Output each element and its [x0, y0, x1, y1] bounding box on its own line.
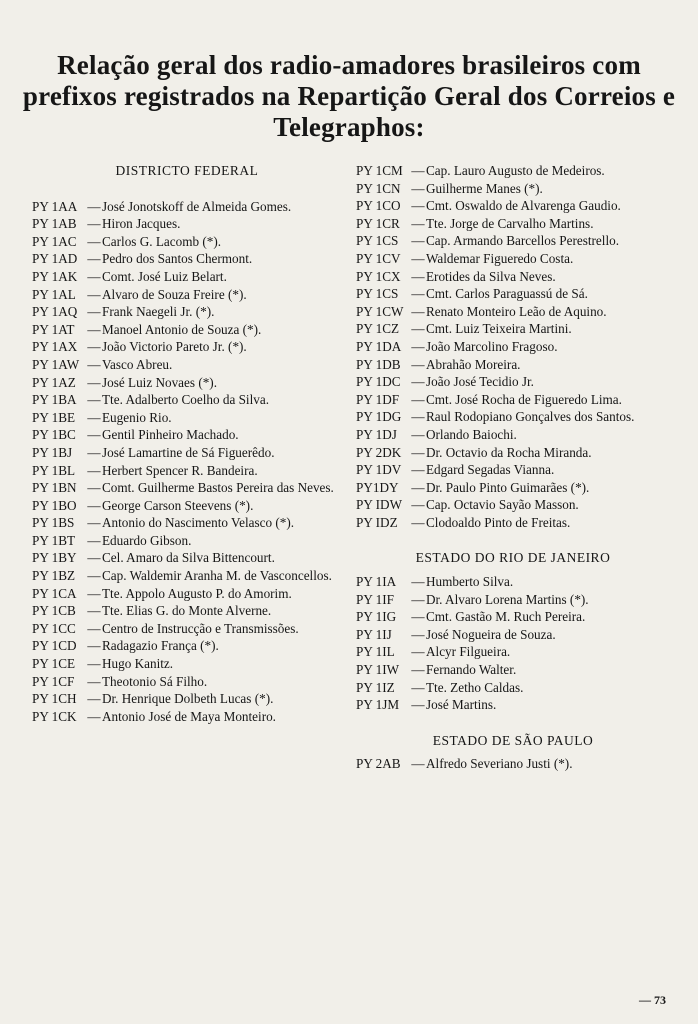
em-dash: —	[87, 392, 101, 408]
callsign-entry	[356, 356, 670, 374]
callsign-entry	[356, 285, 670, 303]
em-dash: —	[87, 708, 101, 724]
callsign-entry	[356, 444, 670, 462]
operator-name: José Nogueira de Souza.	[426, 626, 556, 642]
callsign-code: PY 1CK	[32, 708, 77, 724]
operator-name: Cmt. Carlos Paraguassú de Sá.	[426, 286, 588, 302]
operator-name: Gentil Pinheiro Machado.	[102, 427, 239, 443]
callsign-code: PY 1CS	[356, 286, 399, 302]
em-dash: —	[411, 644, 425, 660]
operator-name: João Marcolino Fragoso.	[426, 338, 558, 354]
em-dash: —	[87, 268, 101, 284]
operator-name: José Luiz Novaes (*).	[102, 374, 217, 390]
em-dash: —	[411, 338, 425, 354]
callsign-entry	[32, 549, 342, 567]
operator-name: Tte. Appolo Augusto P. do Amorim.	[102, 585, 292, 601]
callsign-entry	[356, 215, 670, 233]
callsign-code: PY 1BO	[32, 497, 77, 513]
em-dash: —	[411, 268, 425, 284]
operator-name: Cmt. Luiz Teixeira Martini.	[426, 321, 572, 337]
callsign-code: PY 1DF	[356, 391, 400, 407]
callsign-code: PY 1BJ	[32, 444, 73, 460]
callsign-entry	[356, 496, 670, 514]
callsign-entry	[356, 479, 670, 497]
em-dash: —	[87, 216, 101, 232]
callsign-code: PY 1CB	[32, 603, 76, 619]
operator-name: Abrahão Moreira.	[426, 356, 521, 372]
operator-name: Edgard Segadas Vianna.	[426, 462, 555, 478]
em-dash: —	[411, 321, 425, 337]
em-dash: —	[411, 662, 425, 678]
operator-name: Orlando Baiochi.	[426, 426, 517, 442]
operator-name: Hugo Kanitz.	[102, 656, 174, 672]
callsign-entry	[32, 374, 342, 392]
callsign-code: PY 1IJ	[356, 626, 392, 642]
em-dash: —	[87, 444, 101, 460]
callsign-code: PY 1IZ	[356, 679, 395, 695]
callsign-entry	[32, 462, 342, 480]
callsign-code: PY 1CR	[356, 215, 400, 231]
callsign-entry	[32, 426, 342, 444]
callsign-code: PY 1AB	[32, 216, 77, 232]
operator-name: Tte. Zetho Caldas.	[426, 679, 524, 695]
callsign-code: PY 1CD	[32, 638, 77, 654]
em-dash: —	[87, 480, 101, 496]
callsign-entry	[32, 356, 342, 374]
operator-name: Cap. Lauro Augusto de Medeiros.	[426, 163, 605, 178]
callsign-entry	[356, 373, 670, 391]
em-dash: —	[411, 479, 425, 495]
operator-name: Humberto Silva.	[426, 574, 514, 590]
em-dash: —	[411, 374, 425, 390]
callsign-entry	[356, 408, 670, 426]
right-column	[356, 162, 670, 773]
em-dash: —	[87, 532, 101, 548]
callsign-code: PY 1CW	[356, 303, 404, 319]
callsign-code: PY 1CS	[356, 233, 399, 249]
operator-name: Renato Monteiro Leão de Aquino.	[426, 303, 607, 319]
callsign-entry	[32, 620, 342, 638]
callsign-entry	[356, 643, 670, 661]
callsign-entry	[32, 637, 342, 655]
callsign-code: PY 1CZ	[356, 321, 400, 337]
em-dash: —	[87, 356, 101, 372]
callsign-entry	[32, 479, 342, 497]
callsign-entry	[32, 233, 342, 251]
em-dash: —	[411, 409, 425, 425]
callsign-code: PY 1BZ	[32, 568, 76, 584]
operator-name: José Lamartine de Sá Figuerêdo.	[102, 444, 275, 460]
callsign-code: PY 1AX	[32, 339, 78, 355]
em-dash: —	[87, 603, 101, 619]
em-dash: —	[411, 679, 425, 695]
operator-name: Cmt. Gastão M. Ruch Pereira.	[426, 609, 586, 625]
callsign-entry	[356, 197, 670, 215]
em-dash: —	[411, 391, 425, 407]
callsign-code: PY1DY	[356, 479, 399, 495]
callsign-code: PY 1BL	[32, 462, 76, 478]
callsign-entry	[32, 198, 342, 216]
operator-name: Hiron Jacques.	[102, 216, 181, 232]
operator-name: Dr. Henrique Dolbeth Lucas (*).	[102, 691, 274, 707]
operator-name: Cap. Octavio Sayão Masson.	[426, 497, 579, 513]
section-heading-rio-de-janeiro: ESTADO DO RIO DE JANEIRO	[415, 550, 611, 566]
operator-name: Herbert Spencer R. Bandeira.	[102, 462, 258, 478]
operator-name: Pedro dos Santos Chermont.	[102, 251, 253, 267]
em-dash: —	[87, 638, 101, 654]
operator-name: Theotonio Sá Filho.	[102, 673, 208, 689]
em-dash: —	[411, 233, 425, 249]
callsign-entry	[32, 690, 342, 708]
callsign-code: PY 1AK	[32, 268, 78, 284]
em-dash: —	[411, 444, 425, 460]
em-dash: —	[411, 626, 425, 642]
callsign-entry	[356, 608, 670, 626]
callsign-entry	[356, 391, 670, 409]
operator-name: Comt. José Luiz Belart.	[102, 268, 227, 284]
callsign-entry	[32, 303, 342, 321]
callsign-code: PY 1CF	[32, 673, 75, 689]
operator-name: Vasco Abreu.	[102, 356, 173, 372]
em-dash: —	[87, 409, 101, 425]
callsign-code: PY 1BC	[32, 427, 76, 443]
callsign-code: PY 1CN	[356, 180, 401, 196]
callsign-code: PY 1CA	[32, 585, 77, 601]
em-dash: —	[87, 286, 101, 302]
em-dash: —	[87, 568, 101, 584]
callsign-code: PY 1IW	[356, 662, 400, 678]
callsign-entry	[356, 461, 670, 479]
operator-name: Eduardo Gibson.	[102, 532, 192, 548]
operator-name: Fernando Walter.	[426, 662, 517, 678]
em-dash: —	[411, 426, 425, 442]
callsign-code: PY 1AL	[32, 286, 76, 302]
em-dash: —	[87, 585, 101, 601]
callsign-entry	[32, 708, 342, 726]
callsign-code: PY 2AB	[356, 756, 401, 772]
operator-name: Alvaro de Souza Freire (*).	[102, 286, 247, 302]
operator-name: Dr. Alvaro Lorena Martins (*).	[426, 591, 589, 607]
operator-name: Frank Naegeli Jr. (*).	[102, 304, 215, 320]
em-dash: —	[87, 304, 101, 320]
callsign-code: PY IDW	[356, 497, 403, 513]
em-dash: —	[411, 303, 425, 319]
callsign-code: PY 1CC	[32, 620, 76, 636]
operator-name: José Jonotskoff de Almeida Gomes.	[102, 198, 292, 214]
operator-name: Antonio do Nascimento Velasco (*).	[102, 515, 295, 531]
em-dash: —	[87, 620, 101, 636]
callsign-entry	[356, 232, 670, 250]
callsign-code: PY 1AZ	[32, 374, 76, 390]
em-dash: —	[411, 356, 425, 372]
em-dash: —	[87, 233, 101, 249]
callsign-code: PY 1DG	[356, 409, 402, 425]
em-dash: —	[411, 286, 425, 302]
callsign-entry	[356, 679, 670, 697]
callsign-code: PY 1CV	[356, 250, 401, 266]
operator-name: George Carson Steevens (*).	[102, 497, 254, 513]
callsign-code: PY 1AT	[32, 321, 75, 337]
callsign-entry	[356, 320, 670, 338]
callsign-code: PY 1DV	[356, 462, 402, 478]
callsign-code: PY 1IL	[356, 644, 395, 660]
section-heading-districto-federal: DISTRICTO FEDERAL	[115, 163, 259, 178]
callsign-code: PY 1IF	[356, 591, 394, 607]
callsign-code: PY 1BT	[32, 532, 76, 548]
entry-list-sao-paulo	[356, 755, 670, 773]
em-dash: —	[411, 497, 425, 513]
em-dash: —	[411, 250, 425, 266]
callsign-code: PY 1BY	[32, 550, 77, 566]
callsign-entry	[356, 250, 670, 268]
callsign-code: PY 1CE	[32, 656, 76, 672]
callsign-code: PY 1BS	[32, 515, 75, 531]
callsign-code: PY 1AQ	[32, 304, 78, 320]
callsign-entry	[32, 391, 342, 409]
em-dash: —	[87, 550, 101, 566]
callsign-entry	[32, 444, 342, 462]
callsign-entry	[32, 250, 342, 268]
operator-name: Erotides da Silva Neves.	[426, 268, 556, 284]
callsign-entry	[356, 755, 670, 773]
callsign-code: PY 1DJ	[356, 426, 397, 442]
callsign-entry	[32, 567, 342, 585]
callsign-entry	[356, 661, 670, 679]
callsign-code: PY 1BE	[32, 409, 76, 425]
operator-name: Antonio José de Maya Monteiro.	[102, 708, 276, 724]
page-title: Relação geral dos radio-amadores brasileiros com prefixos registrados na Repartição Geral dos Correios e Telegraphos:	[22, 50, 676, 142]
em-dash: —	[411, 514, 425, 530]
callsign-code: PY 1CM	[356, 163, 403, 178]
operator-name: José Martins.	[426, 697, 497, 713]
page-number: — 73	[639, 993, 666, 1007]
operator-name: João Victorio Pareto Jr. (*).	[102, 339, 247, 355]
callsign-entry	[32, 532, 342, 550]
em-dash: —	[411, 756, 425, 772]
callsign-entry	[356, 268, 670, 286]
callsign-code: PY 1AW	[32, 356, 80, 372]
callsign-code: PY 1IG	[356, 609, 397, 625]
operator-name: Waldemar Figueredo Costa.	[426, 250, 574, 266]
operator-name: Tte. Jorge de Carvalho Martins.	[426, 215, 594, 231]
operator-name: Guilherme Manes (*).	[426, 180, 543, 196]
operator-name: Raul Rodopiano Gonçalves dos Santos.	[426, 409, 635, 425]
operator-name: Alfredo Severiano Justi (*).	[426, 756, 573, 772]
operator-name: Dr. Paulo Pinto Guimarães (*).	[426, 479, 590, 495]
em-dash: —	[87, 673, 101, 689]
em-dash: —	[87, 198, 101, 214]
callsign-code: PY IDZ	[356, 514, 398, 530]
callsign-code: PY 1BN	[32, 480, 77, 496]
operator-name: Alcyr Filgueira.	[426, 644, 511, 660]
callsign-entry	[356, 162, 670, 180]
em-dash: —	[87, 427, 101, 443]
em-dash: —	[87, 339, 101, 355]
section-heading-sao-paulo: ESTADO DE SÃO PAULO	[432, 732, 594, 748]
callsign-entry	[32, 338, 342, 356]
em-dash: —	[87, 321, 101, 337]
callsign-entry	[32, 215, 342, 233]
operator-name: Radagazio França (*).	[102, 638, 219, 654]
callsign-entry	[356, 626, 670, 644]
operator-name: Cel. Amaro da Silva Bittencourt.	[102, 550, 275, 566]
operator-name: João José Tecidio Jr.	[426, 374, 534, 390]
em-dash: —	[87, 497, 101, 513]
entry-list-districto-federal	[32, 198, 342, 726]
callsign-code: PY 1JM	[356, 697, 400, 713]
callsign-entry	[356, 303, 670, 321]
callsign-entry	[356, 514, 670, 532]
callsign-entry	[356, 338, 670, 356]
callsign-code: PY 1CO	[356, 198, 401, 214]
callsign-entry	[32, 268, 342, 286]
em-dash: —	[411, 180, 425, 196]
entry-list-continued	[356, 162, 670, 531]
callsign-code: PY 1DA	[356, 338, 402, 354]
em-dash: —	[87, 251, 101, 267]
em-dash: —	[411, 609, 425, 625]
operator-name: Carlos G. Lacomb (*).	[102, 233, 222, 249]
em-dash: —	[87, 656, 101, 672]
callsign-code: PY 1BA	[32, 392, 77, 408]
callsign-code: PY 1IA	[356, 574, 397, 590]
callsign-entry	[32, 602, 342, 620]
operator-name: Tte. Elias G. do Monte Alverne.	[102, 603, 272, 619]
callsign-entry	[356, 180, 670, 198]
operator-name: Cap. Armando Barcellos Perestrello.	[426, 233, 620, 249]
operator-name: Clodoaldo Pinto de Freitas.	[426, 514, 571, 530]
operator-name: Comt. Guilherme Bastos Pereira das Neves.	[102, 480, 334, 496]
operator-name: Eugenio Rio.	[102, 409, 172, 425]
callsign-entry	[32, 497, 342, 515]
em-dash: —	[87, 515, 101, 531]
operator-name: Cmt. José Rocha de Figueredo Lima.	[426, 391, 622, 407]
callsign-code: PY 1DC	[356, 374, 401, 390]
em-dash: —	[411, 462, 425, 478]
operator-name: Dr. Octavio da Rocha Miranda.	[426, 444, 592, 460]
callsign-entry	[32, 655, 342, 673]
callsign-entry	[356, 573, 670, 591]
em-dash: —	[411, 697, 425, 713]
callsign-entry	[32, 514, 342, 532]
callsign-entry	[356, 591, 670, 609]
callsign-entry	[32, 286, 342, 304]
callsign-code: PY 1AC	[32, 233, 77, 249]
callsign-code: PY 2DK	[356, 444, 402, 460]
callsign-code: PY 1AD	[32, 251, 78, 267]
operator-name: Tte. Adalberto Coelho da Silva.	[102, 392, 270, 408]
callsign-entry	[32, 673, 342, 691]
em-dash: —	[87, 691, 101, 707]
callsign-code: PY 1CX	[356, 268, 401, 284]
callsign-entry	[32, 585, 342, 603]
em-dash: —	[411, 198, 425, 214]
em-dash: —	[411, 215, 425, 231]
em-dash: —	[87, 462, 101, 478]
callsign-entry	[32, 409, 342, 427]
em-dash: —	[411, 591, 425, 607]
operator-name: Manoel Antonio de Souza (*).	[102, 321, 262, 337]
callsign-code: PY 1CH	[32, 691, 77, 707]
left-column	[32, 162, 342, 725]
callsign-entry	[356, 426, 670, 444]
callsign-code: PY 1AA	[32, 198, 78, 214]
operator-name: Cmt. Oswaldo de Alvarenga Gaudio.	[426, 198, 621, 214]
operator-name: Centro de Instrucção e Transmissões.	[102, 620, 299, 636]
callsign-entry	[356, 696, 670, 714]
operator-name: Cap. Waldemir Aranha M. de Vasconcellos.	[102, 568, 332, 584]
em-dash: —	[87, 374, 101, 390]
em-dash: —	[411, 163, 425, 178]
callsign-entry	[32, 321, 342, 339]
entry-list-rio-de-janeiro	[356, 573, 670, 714]
callsign-code: PY 1DB	[356, 356, 401, 372]
em-dash: —	[411, 574, 425, 590]
